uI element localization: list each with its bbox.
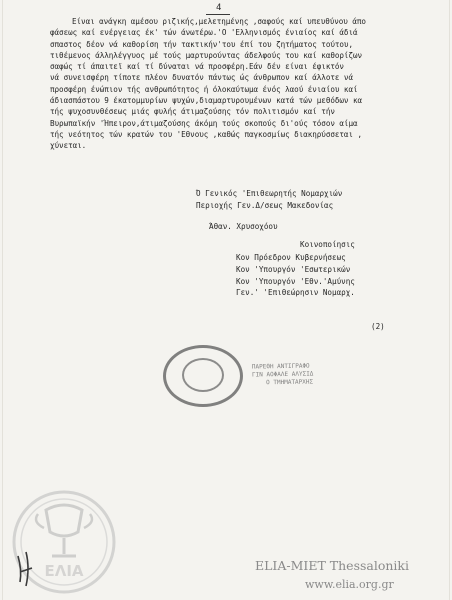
body-line: Βυρωπαϊκήν 'Ήπειρον,άτιμαζούσης άκόμη τούς σκοπούς δι'ούς τόσον αίμα (50, 118, 358, 128)
round-official-stamp (163, 345, 243, 407)
body-line: τιθέμενος άλληλέγγυος μέ τούς μαρτυρούντας άδελφούς του καί καθορίζων (50, 50, 363, 60)
cc-list (236, 252, 355, 299)
copy-stamp-line: Ο ΤΜΗΜΑΤΑΡΧΗΣ (266, 378, 314, 387)
cc-mark: (2) (371, 322, 385, 331)
round-stamp-inner-ring (182, 358, 224, 392)
page-number: 4 (216, 3, 222, 13)
signature-name: Άθαν. Χρυσοχόου (209, 222, 278, 231)
body-line: άδιασπάστου 9 έκατομμυρίων ψυχών,διαμαρτυρουμένων κατά τών μεθόδων κα (50, 96, 363, 106)
watermark-url: www.elia.org.gr (305, 578, 394, 591)
copy-stamp-line: ΓΙΝ ΑΟΦΑΛΕ ΑΛΥΣΙΔ (251, 370, 314, 379)
body-line: προσφέρη ένώπιον τής ανθρωπότητος ή όλοκαύτωμα ένός λαού ένιαίου καί (50, 84, 358, 94)
signature-title-line2: Περιοχής Γεν.Δ/σεως Μακεδονίας (196, 201, 334, 210)
letter-body (50, 16, 450, 152)
body-line: σπαστος δέον νά καθορίση τήν τακτικήν'του έπί του ζητήματος τούτου, (50, 39, 353, 49)
body-line: σαφώς τί άπαιτεϊ καί τί δύναται νά προσφέρη.Εάν δέν είναι έφικτόν (50, 62, 344, 72)
cc-item: Κον 'Υπουργόν 'Εσωτερικών (236, 264, 351, 274)
cc-item: Κον Πρόεδρον Κυβερνήσεως (236, 253, 346, 262)
body-line: φάσεως καί ενέργειας έκ' τών άνωτέρω.'Ο 'Ελληνισμός ένιαίος καί άδιά (50, 28, 358, 38)
body-line: Είναι ανάγκη αμέσου ριζικής,μελετημένης ,σαφούς καί υπευθύνου άπο (72, 17, 366, 26)
copy-stamp (252, 362, 314, 387)
body-line: νά συνεισφέρη τίποτε πλέον δυνατόν πάντως ώς άνθρωπον καί άλλοτε νά (50, 73, 353, 83)
cc-title: Κοινοποίησις (300, 240, 355, 249)
copy-stamp-line: ΠΑΡΕΘΗ ΑΝΤΙΓΡΑΦΟ (251, 362, 310, 371)
cc-item: Γεν.' 'Επιθεώρησιν Νομαρχ. (236, 288, 355, 298)
body-line: τής νεότητος τών κρατών του 'Εθνους ,καθώς παγκοσμίως διακηρύσσεται , (50, 129, 363, 139)
watermark-title: ELIA-MIET Thessaloniki (255, 558, 409, 573)
handwritten-mark (12, 548, 40, 592)
signature-title-line1: Ό Γενικός 'Επιθεωρητής Νομαρχιών (196, 189, 343, 198)
body-line: χύνεται. (50, 141, 87, 151)
cc-item: Κον 'Υπουργόν 'Εθν.'Αμύνης (236, 276, 355, 286)
svg-text:ΕΛΙΑ: ΕΛΙΑ (44, 562, 84, 580)
body-line: τής ψυχοσυνθέσεως μιάς φυλής άτιμαζούσης τόν πολιτισμόν καί τήν (50, 107, 335, 117)
page-number-underline (206, 14, 230, 15)
